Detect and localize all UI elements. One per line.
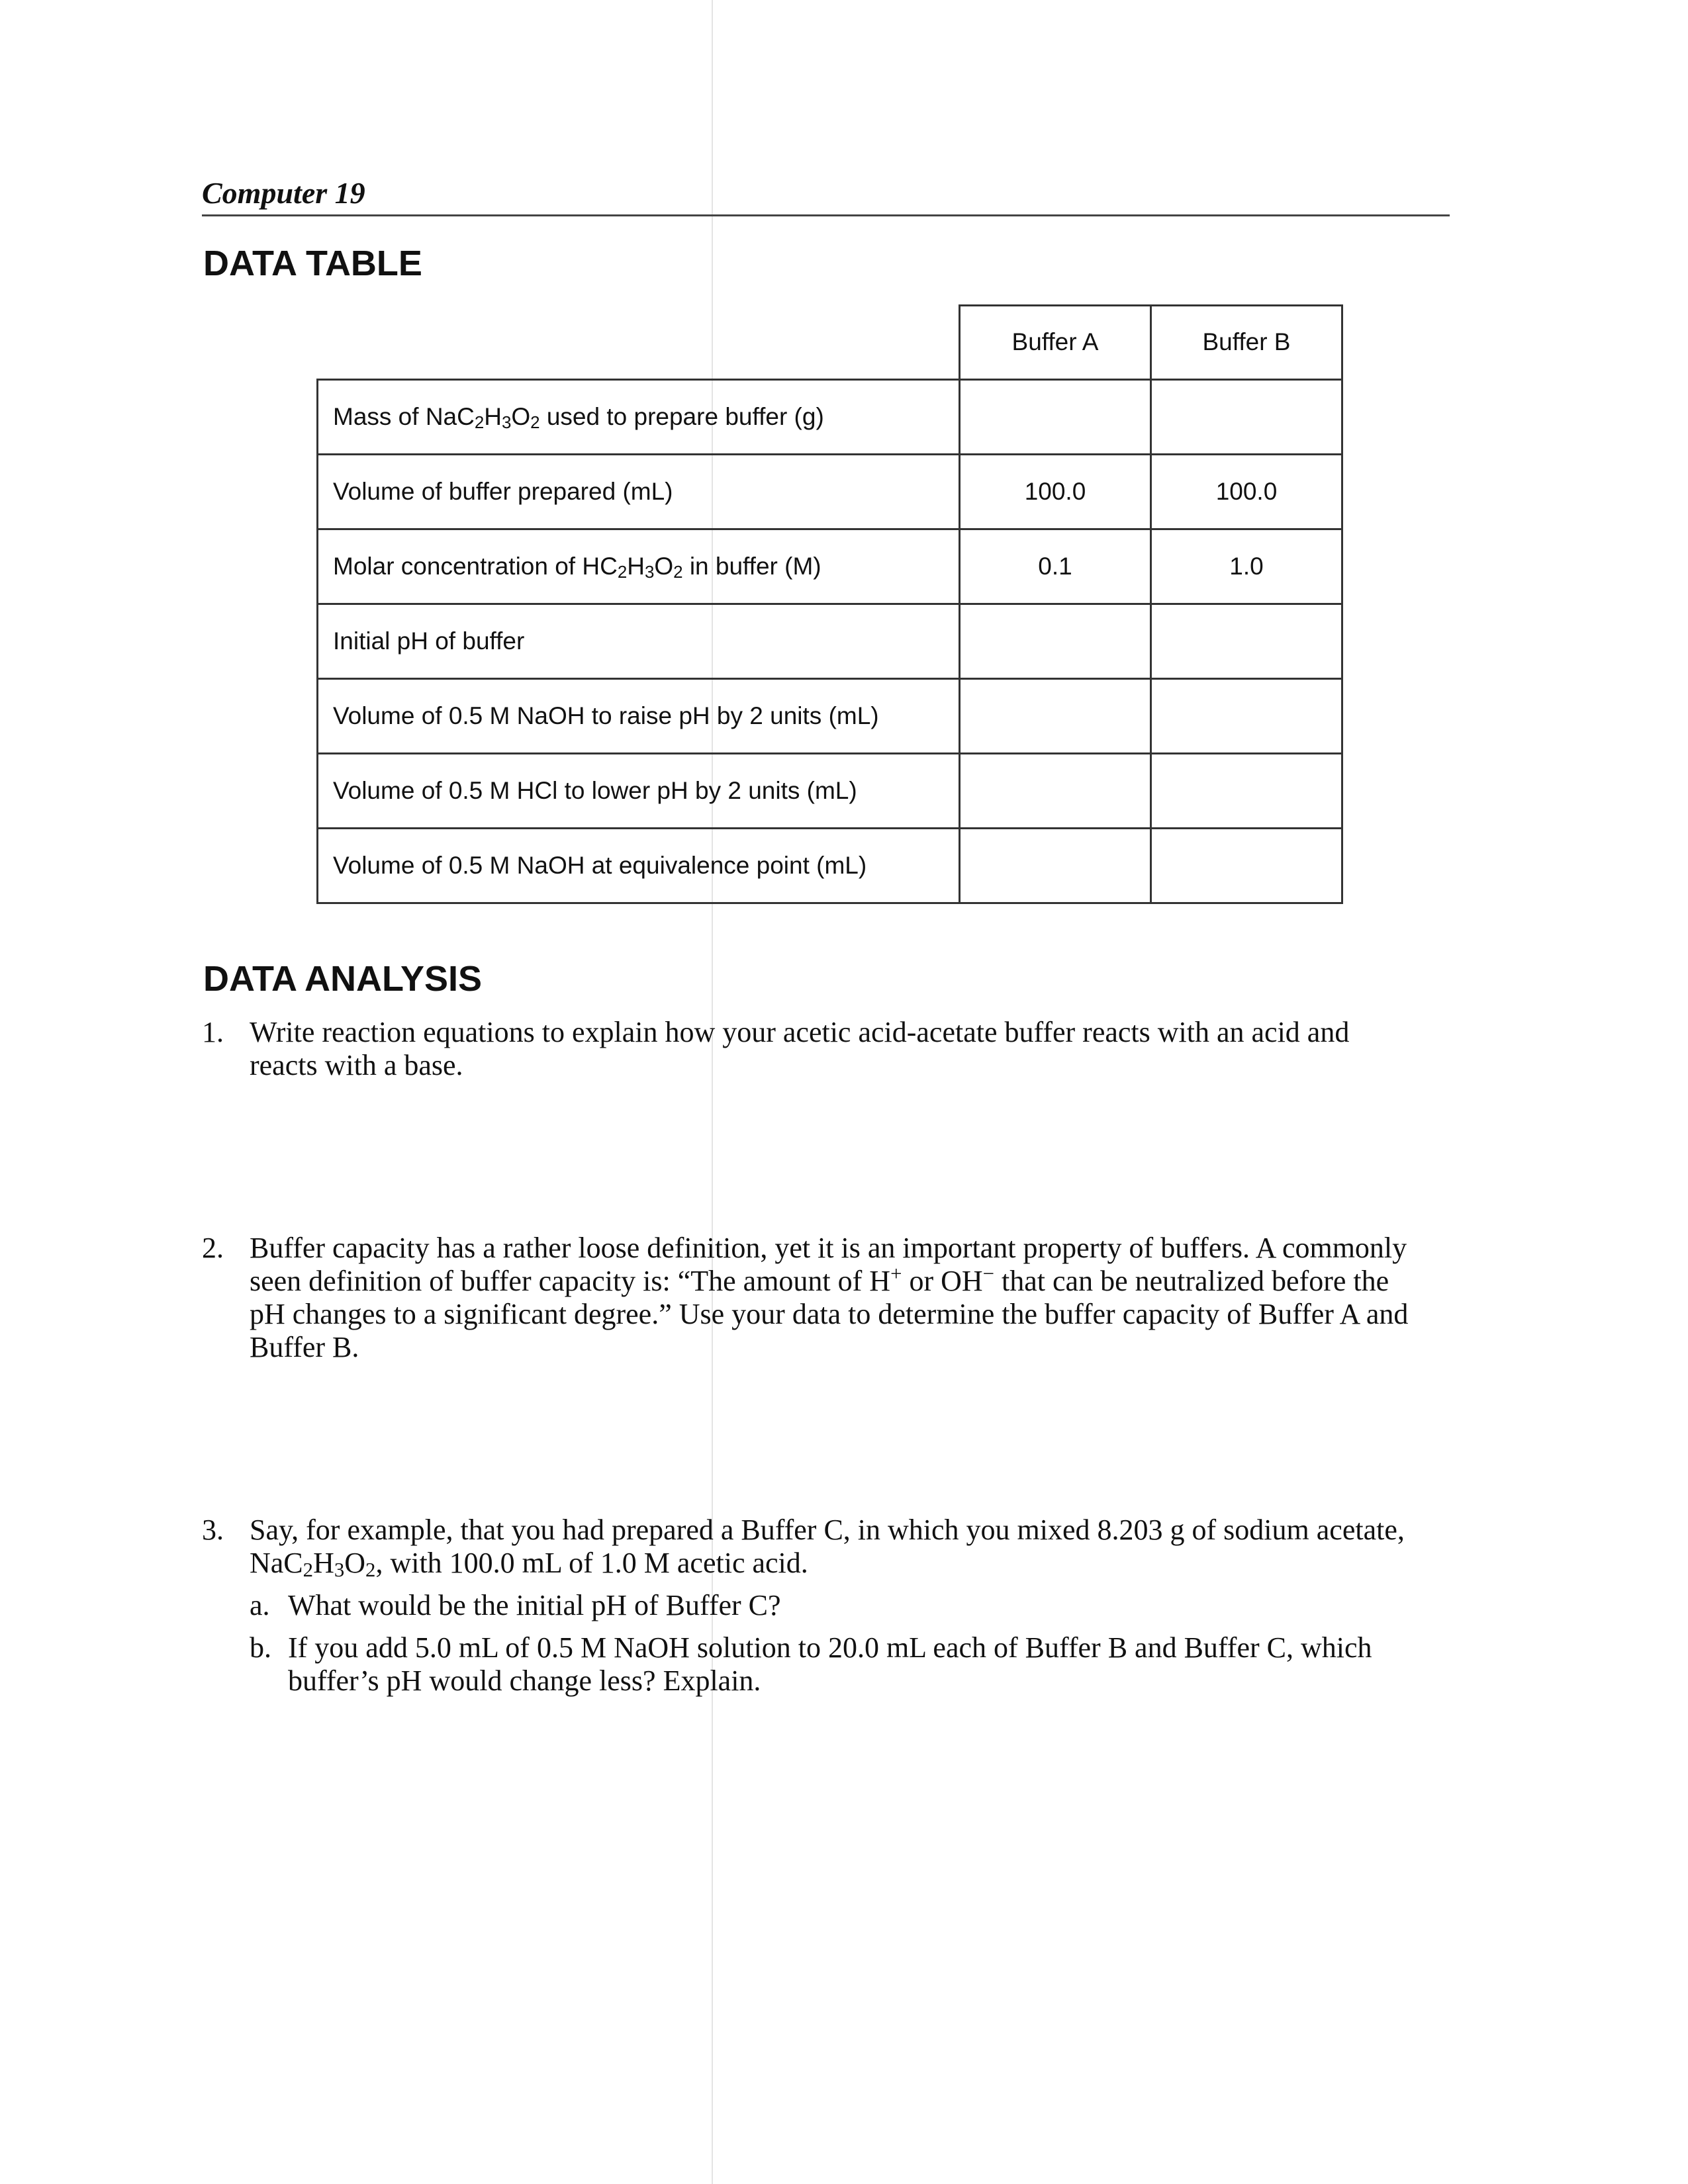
question-text: Write reaction equations to explain how your acetic acid-acetate buffer reacts with an acid and reacts with a base. xyxy=(250,1016,1350,1081)
question-number: 1. xyxy=(202,1016,224,1048)
table-row xyxy=(318,604,1342,678)
question-number: 2. xyxy=(202,1232,224,1264)
cell-volume-buffer-a: 100.0 xyxy=(960,454,1151,529)
column-header-buffer-b: Buffer B xyxy=(1151,306,1342,380)
cell-mass-buffer-a[interactable] xyxy=(960,379,1151,454)
table-row xyxy=(318,678,1342,753)
cell-naoh-raise-buffer-a[interactable] xyxy=(960,678,1151,753)
question-list xyxy=(202,1016,1420,1707)
row-label-equivalence: Volume of 0.5 M NaOH at equivalence point (mL) xyxy=(318,828,960,903)
sub-question-b xyxy=(250,1631,1420,1698)
sub-question-list xyxy=(250,1589,1420,1698)
row-label-naoh-raise: Volume of 0.5 M NaOH to raise pH by 2 units (mL) xyxy=(318,678,960,753)
column-header-buffer-a: Buffer A xyxy=(960,306,1151,380)
question-1 xyxy=(202,1016,1420,1082)
sub-question-letter: b. xyxy=(250,1631,271,1664)
cell-volume-buffer-b: 100.0 xyxy=(1151,454,1342,529)
cell-initial-ph-buffer-b[interactable] xyxy=(1151,604,1342,678)
cell-equivalence-buffer-b[interactable] xyxy=(1151,828,1342,903)
cell-naoh-raise-buffer-b[interactable] xyxy=(1151,678,1342,753)
row-label-initial-ph: Initial pH of buffer xyxy=(318,604,960,678)
question-2 xyxy=(202,1232,1420,1364)
cell-initial-ph-buffer-a[interactable] xyxy=(960,604,1151,678)
cell-equivalence-buffer-a[interactable] xyxy=(960,828,1151,903)
cell-hcl-lower-buffer-a[interactable] xyxy=(960,753,1151,828)
question-text: Buffer capacity has a rather loose definition, yet it is an important property of buffers. A commonly seen definition of buffer capacity is: “The amount of H+ or OH− that can be neutralized before the pH changes to a significant degree.” Use your data to determine the buffer capacity of Buffer A and Buffer B. xyxy=(250,1232,1409,1363)
cell-mass-buffer-b[interactable] xyxy=(1151,379,1342,454)
cell-molarity-buffer-a: 0.1 xyxy=(960,529,1151,604)
row-label-mass: Mass of $NaC_2H_3O_2$ used to prepare buffer (g) xyxy=(318,379,960,454)
sub-question-text: If you add 5.0 mL of 0.5 M NaOH solution to 20.0 mL each of Buffer B and Buffer C, which buffer’s pH would change less? Explain. xyxy=(288,1631,1372,1697)
table-row xyxy=(318,828,1342,903)
data-table-heading: DATA TABLE xyxy=(203,244,422,283)
header-title: Computer 19 xyxy=(202,176,365,210)
row-label-hcl-lower: Volume of 0.5 M HCl to lower pH by 2 units (mL) xyxy=(318,753,960,828)
sub-question-letter: a. xyxy=(250,1589,270,1621)
table-row xyxy=(318,454,1342,529)
data-analysis-heading: DATA ANALYSIS xyxy=(203,959,483,999)
row-label-molarity: Molar concentration of $HC_2H_3O_2$ in buffer (M) xyxy=(318,529,960,604)
table-header-row xyxy=(318,306,1342,380)
row-label-volume: Volume of buffer prepared (mL) xyxy=(318,454,960,529)
question-number: 3. xyxy=(202,1514,224,1546)
question-3 xyxy=(202,1514,1420,1698)
question-text: Say, for example, that you had prepared a Buffer C, in which you mixed 8.203 g of sodium acetate, $NaC_2H_3O_2$, with 100.0 mL of 1.0 M acetic acid. xyxy=(250,1514,1405,1582)
cell-molarity-buffer-b: 1.0 xyxy=(1151,529,1342,604)
sub-question-a xyxy=(250,1589,1420,1622)
table-corner xyxy=(318,306,960,380)
cell-hcl-lower-buffer-b[interactable] xyxy=(1151,753,1342,828)
table-row xyxy=(318,753,1342,828)
data-table xyxy=(316,304,1343,904)
table-row xyxy=(318,379,1342,454)
page-header xyxy=(202,173,1450,216)
table-row xyxy=(318,529,1342,604)
sub-question-text: What would be the initial pH of Buffer C? xyxy=(288,1589,781,1621)
